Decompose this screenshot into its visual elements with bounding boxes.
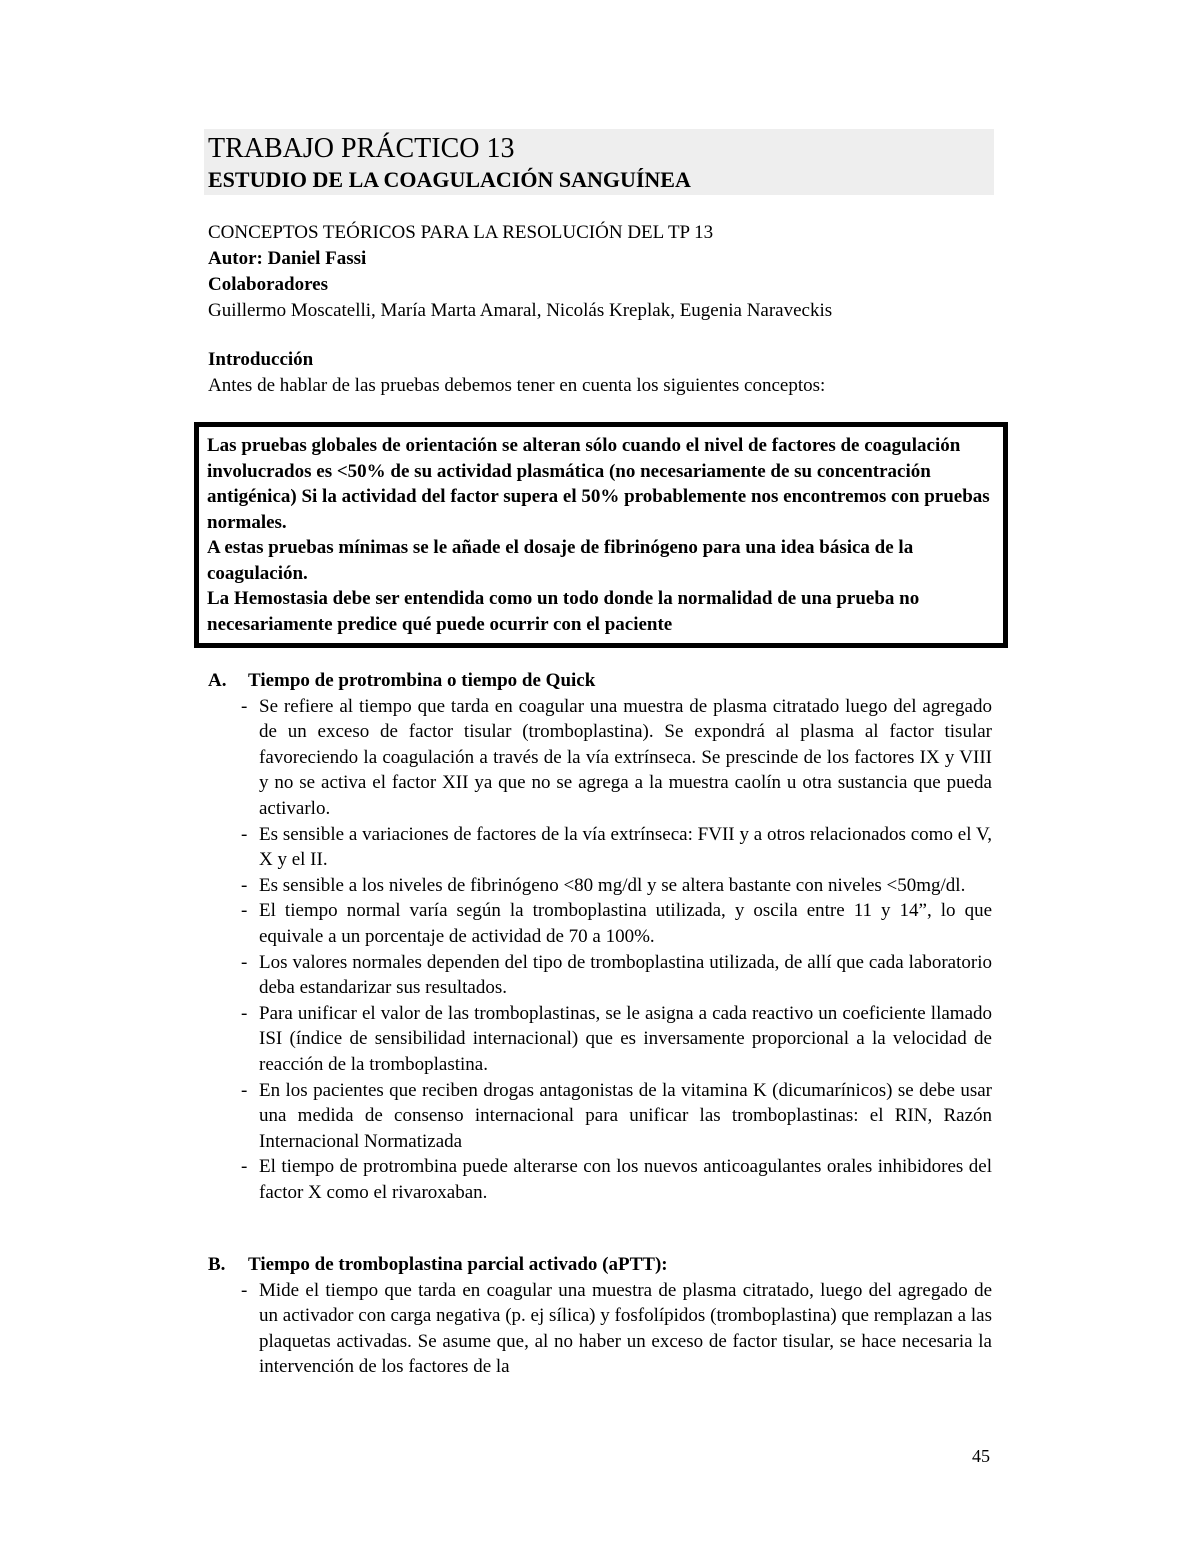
title-block — [204, 129, 994, 195]
key-concepts-box — [194, 422, 1008, 648]
section-heading — [208, 668, 992, 694]
list-item: - Es sensible a los niveles de fibrinógeno <80 mg/dl y se altera bastante con niveles <50mg/dl. — [259, 873, 992, 899]
list-item: - El tiempo de protrombina puede alterarse con los nuevos anticoagulantes orales inhibidores del factor X como el rivaroxaban. — [259, 1154, 992, 1205]
list-item: - El tiempo normal varía según la tromboplastina utilizada, y oscila entre 11 y 14”, lo que equivale a un porcentaje de actividad de 70 a 100%. — [259, 898, 992, 949]
collaborators-label: Colaboradores — [208, 274, 328, 295]
author-line: Autor: Daniel Fassi — [208, 248, 367, 269]
list-item: - Mide el tiempo que tarda en coagular una muestra de plasma citratado, luego del agregado de un activador con carga negativa (p. ej sílica) y fosfolípidos (tromboplastina) que remplazan a las plaquetas activadas. Se asume que, al no haber un exceso de factor tisular, se hace necesaria la intervención de los factores de la — [259, 1278, 992, 1380]
section-prothrombin-time — [208, 668, 992, 1205]
document-title: TRABAJO PRÁCTICO 13 — [208, 133, 515, 164]
meta-block — [208, 220, 998, 324]
section-title: Tiempo de tromboplastina parcial activado (aPTT): — [248, 1254, 668, 1275]
concepts-heading: CONCEPTOS TEÓRICOS PARA LA RESOLUCIÓN DEL TP 13 — [208, 222, 714, 243]
list-item: - Para unificar el valor de las tromboplastinas, se le asigna a cada reactivo un coeficiente llamado ISI (índice de sensibilidad internacional) que es inversamente proporcional a la velocidad de reacción de la tromboplastina. — [259, 1001, 992, 1078]
section-letter: B. — [208, 1254, 226, 1275]
section-heading — [208, 1252, 992, 1278]
page-number: 45 — [972, 1446, 990, 1466]
section-list — [208, 694, 992, 1206]
collaborators-list: Guillermo Moscatelli, María Marta Amaral, Nicolás Kreplak, Eugenia Naraveckis — [208, 300, 833, 321]
box-paragraph: Las pruebas globales de orientación se alteran sólo cuando el nivel de factores de coagulación involucrados es <50% de su actividad plasmática (no necesariamente de su concentración antigénica) Si la actividad del factor supera el 50% probablemente nos encontremos con pruebas normales. — [207, 435, 990, 533]
list-item: - Los valores normales dependen del tipo de tromboplastina utilizada, de allí que cada laboratorio deba estandarizar sus resultados. — [259, 950, 992, 1001]
introduction — [208, 347, 998, 399]
document-subtitle: ESTUDIO DE LA COAGULACIÓN SANGUÍNEA — [208, 167, 691, 192]
introduction-heading: Introducción — [208, 349, 314, 370]
list-item: - En los pacientes que reciben drogas antagonistas de la vitamina K (dicumarínicos) se debe usar una medida de consenso internacional para unificar las tromboplastinas: el RIN, Razón Internacional Normatizada — [259, 1078, 992, 1155]
section-title: Tiempo de protrombina o tiempo de Quick — [248, 670, 596, 691]
list-item: - Se refiere al tiempo que tarda en coagular una muestra de plasma citratado luego del agregado de un exceso de factor tisular (tromboplastina). Se expondrá al plasma al factor tisular favoreciendo la coagulación a través de la vía extrínseca. Se prescinde de los factores IX y VIII y no se activa el factor XII ya que no se agrega a la muestra caolín u otra sustancia que pueda activarlo. — [259, 694, 992, 822]
section-letter: A. — [208, 670, 227, 691]
list-item: - Es sensible a variaciones de factores de la vía extrínseca: FVII y a otros relacionados como el V, X y el II. — [259, 822, 992, 873]
box-paragraph: La Hemostasia debe ser entendida como un todo donde la normalidad de una prueba no necesariamente predice qué puede ocurrir con el paciente — [207, 588, 920, 635]
box-paragraph: A estas pruebas mínimas se le añade el dosaje de fibrinógeno para una idea básica de la coagulación. — [207, 537, 914, 584]
section-aptt — [208, 1252, 992, 1380]
introduction-text: Antes de hablar de las pruebas debemos tener en cuenta los siguientes conceptos: — [208, 375, 826, 396]
section-list — [208, 1278, 992, 1380]
